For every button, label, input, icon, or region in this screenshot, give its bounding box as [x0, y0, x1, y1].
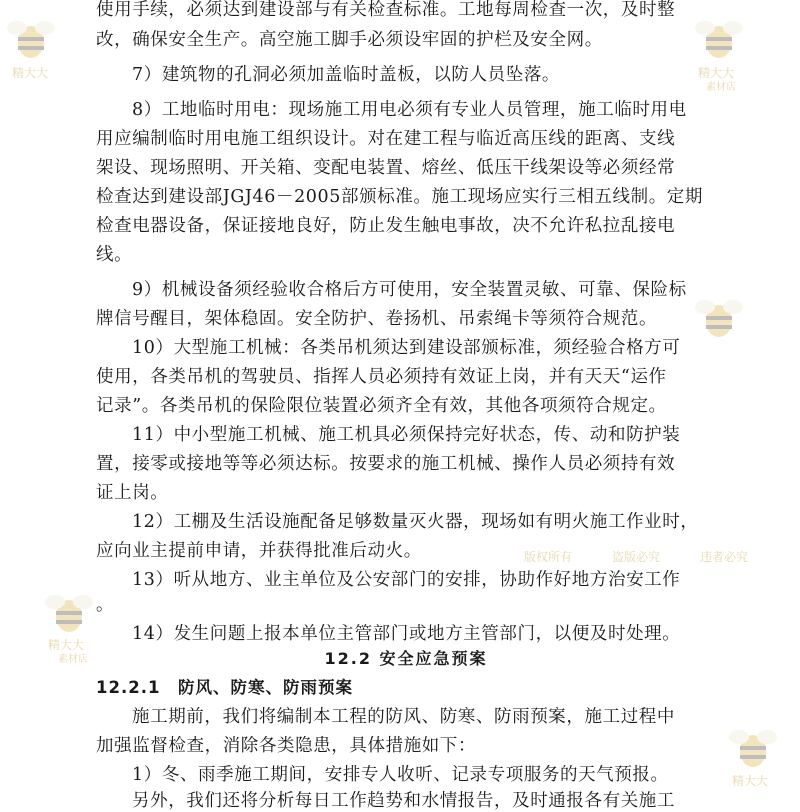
bee-logo-icon [690, 295, 748, 365]
text-line: 9）机械设备须经验收合格后方可使用，安全装置灵敏、可靠、保险标 [132, 280, 687, 300]
text-line: 。 [96, 595, 115, 615]
bee-logo-icon [40, 590, 98, 660]
text-line: 检查达到建设部JGJ46－2005部颁标准。施工现场应实行三相五线制。定期 [96, 187, 704, 207]
text-line: 11）中小型施工机械、施工机具必须保持完好状态，传、动和防护装 [132, 425, 681, 445]
text-line: 13）听从地方、业主单位及公安部门的安排，协助作好地方治安工作 [132, 570, 681, 590]
watermark-subtext: 素材店 [706, 82, 736, 93]
watermark-text: 精大大 [12, 66, 49, 80]
text-line: 1）冬、雨季施工期间，安排专人收听、记录专项服务的天气预报。 [132, 765, 669, 785]
watermark-text: 违者必究 [700, 550, 749, 564]
text-line: 记录”。各类吊机的保险限位装置必须齐全有效，其他各项须符合规定。 [96, 396, 667, 416]
text-line: 另外，我们还将分析每日工作趋势和水情报告，及时通报各有关施工 [132, 791, 675, 811]
text-line: 置，接零或接地等等必须达标。按要求的施工机械、操作人员必须持有效 [96, 454, 676, 474]
section-heading: 12.2 安全应急预案 [324, 649, 488, 668]
watermark-text: 版权所有 [524, 550, 573, 564]
text-line: 证上岗。 [96, 483, 169, 503]
text-line: 12）工棚及生活设施配备足够数量灭火器，现场如有明火施工作业时， [132, 512, 699, 532]
text-line: 使用，各类吊机的驾驶员、指挥人员必须持有效证上岗，并有天天“运作 [96, 367, 667, 387]
text-line: 加强监督检查，消除各类隐患，具体措施如下： [96, 736, 477, 756]
text-line: 使用手续，必须达到建设部与有关检查标准。工地每周检查一次，及时整 [96, 0, 676, 20]
text-line: 牌信号醒目，架体稳固。安全防护、卷扬机、吊索绳卡等须符合规范。 [96, 309, 658, 329]
watermark-text: 精大大 [48, 638, 85, 652]
text-line: 改，确保安全生产。高空施工脚手必须设牢固的护栏及安全网。 [96, 30, 603, 50]
text-line: 检查电器设备，保证接地良好，防止发生触电事故，决不允许私拉乱接电 [96, 216, 676, 236]
text-line: 7）建筑物的孔洞必须加盖临时盖板，以防人员坠落。 [132, 65, 561, 85]
text-line: 10）大型施工机械：各类吊机须达到建设部颁标准，须经验合格方可 [132, 338, 681, 358]
watermark-text: 盗版必究 [612, 550, 661, 564]
subsection-heading: 12.2.1 防风、防寒、防雨预案 [96, 678, 353, 697]
bee-logo-icon [724, 725, 782, 795]
bee-logo-icon [2, 16, 60, 86]
text-line: 14）发生问题上报本单位主管部门或地方主管部门，以便及时处理。 [132, 624, 681, 644]
watermark-text: 精大大 [698, 66, 735, 80]
text-line: 用应编制临时用电施工组织设计。对在建工程与临近高压线的距离、支线 [96, 129, 676, 149]
text-line: 8）工地临时用电：现场施工用电必须有专业人员管理，施工临时用电 [132, 100, 687, 120]
text-line: 架设、现场照明、开关箱、变配电装置、熔丝、低压干线架设等必须经常 [96, 158, 676, 178]
text-line: 线。 [96, 245, 133, 265]
text-line: 应向业主提前申请，并获得批准后动火。 [96, 541, 422, 561]
text-line: 施工期前，我们将编制本工程的防风、防寒、防雨预案，施工过程中 [132, 707, 675, 727]
watermark-text: 精大大 [732, 774, 769, 788]
bee-logo-icon [690, 16, 748, 86]
watermark-subtext: 素材店 [58, 654, 88, 665]
